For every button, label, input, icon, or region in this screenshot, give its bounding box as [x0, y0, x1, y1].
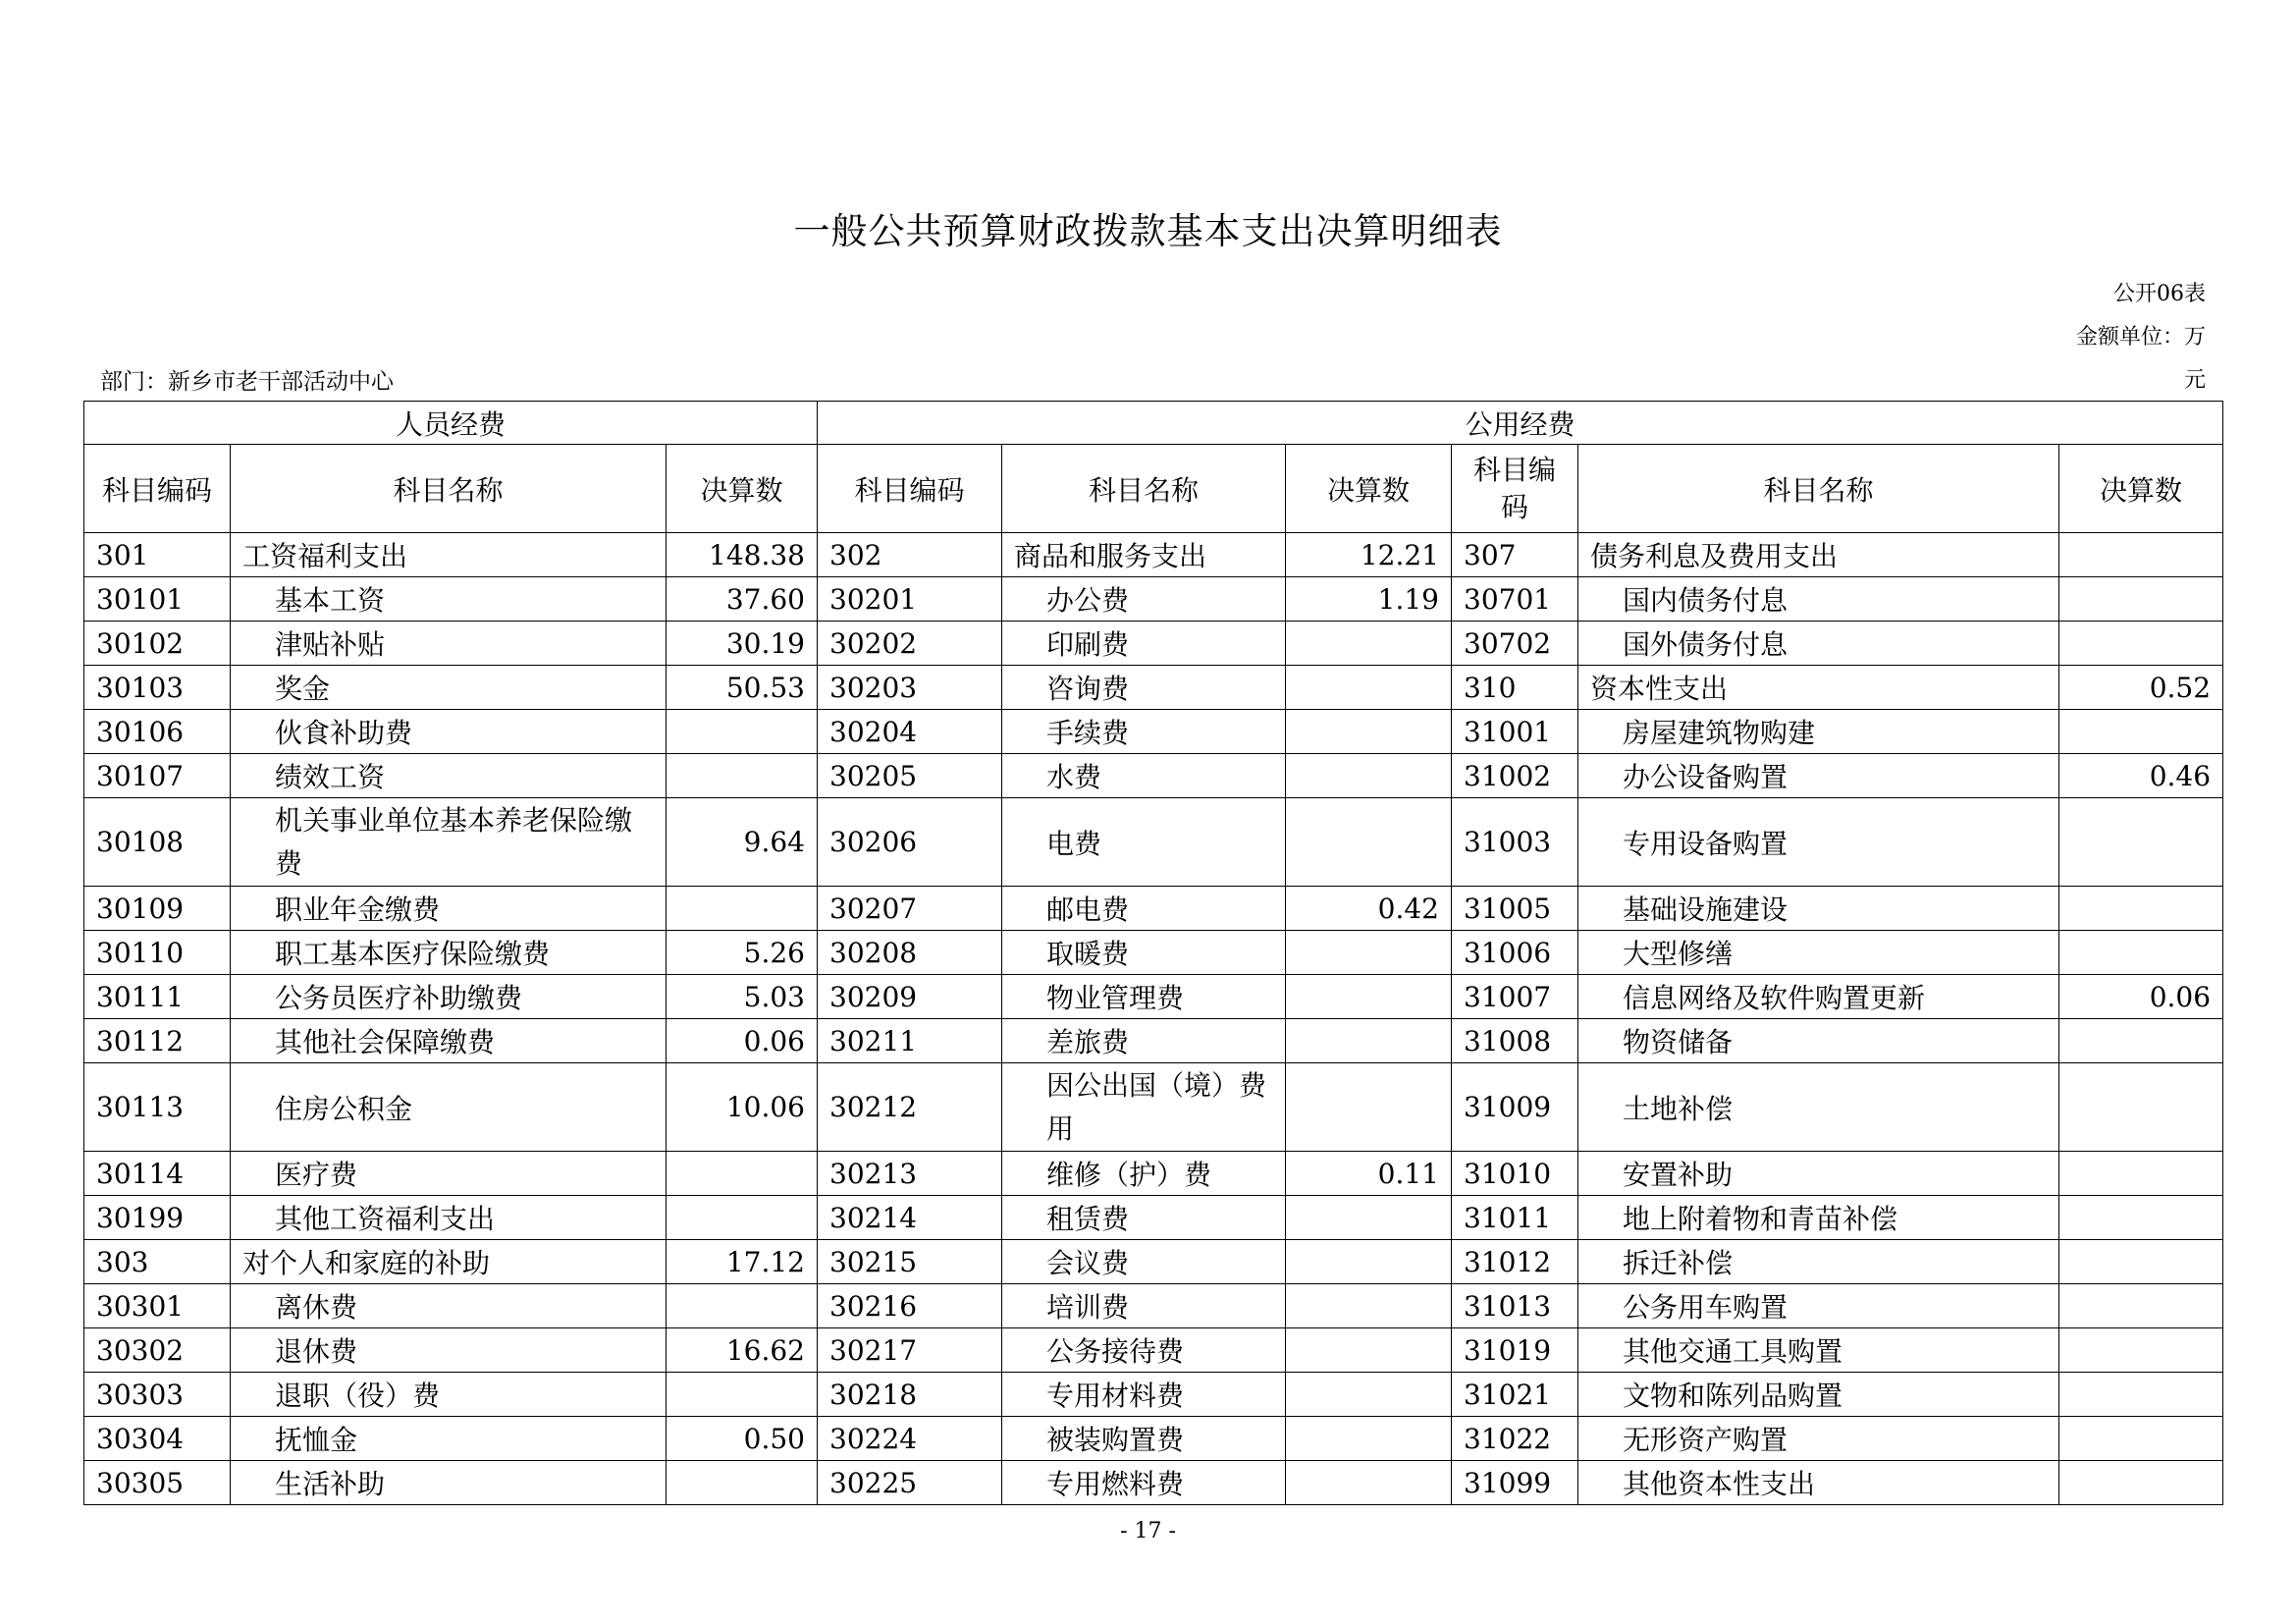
name-cell: 退职（役）费 — [231, 1373, 667, 1417]
table-row — [84, 1461, 2223, 1505]
name-cell: 邮电费 — [1002, 887, 1286, 931]
amount-cell — [1286, 975, 1452, 1019]
amount-cell — [1286, 754, 1452, 798]
amount-cell: 37.60 — [667, 577, 818, 622]
code-cell: 31007 — [1452, 975, 1578, 1019]
group-header-public: 公用经费 — [818, 402, 2223, 445]
name-cell: 国外债务付息 — [1578, 622, 2059, 666]
name-cell: 基本工资 — [231, 577, 667, 622]
amount-cell — [667, 1461, 818, 1505]
code-cell: 31009 — [1452, 1063, 1578, 1152]
name-cell: 差旅费 — [1002, 1019, 1286, 1063]
code-cell: 30108 — [84, 798, 231, 887]
code-cell: 30113 — [84, 1063, 231, 1152]
name-cell: 安置补助 — [1578, 1152, 2059, 1196]
code-cell: 30206 — [818, 798, 1002, 887]
amount-cell — [1286, 1284, 1452, 1328]
name-cell: 办公费 — [1002, 577, 1286, 622]
name-cell: 津贴补贴 — [231, 622, 667, 666]
name-cell: 专用设备购置 — [1578, 798, 2059, 887]
table-row — [84, 1019, 2223, 1063]
name-cell: 印刷费 — [1002, 622, 1286, 666]
code-cell: 30702 — [1452, 622, 1578, 666]
amount-cell — [667, 710, 818, 754]
name-cell: 维修（护）费 — [1002, 1152, 1286, 1196]
code-cell: 30110 — [84, 931, 231, 975]
amount-cell: 0.46 — [2059, 754, 2223, 798]
amount-cell: 30.19 — [667, 622, 818, 666]
name-cell: 公务用车购置 — [1578, 1284, 2059, 1328]
code-cell: 30217 — [818, 1328, 1002, 1373]
amount-cell — [2059, 577, 2223, 622]
name-cell: 职业年金缴费 — [231, 887, 667, 931]
amount-cell: 0.50 — [667, 1417, 818, 1461]
name-cell: 绩效工资 — [231, 754, 667, 798]
amount-cell — [667, 1373, 818, 1417]
name-cell: 住房公积金 — [231, 1063, 667, 1152]
name-cell: 商品和服务支出 — [1002, 533, 1286, 577]
amount-cell — [2059, 931, 2223, 975]
code-cell: 31008 — [1452, 1019, 1578, 1063]
code-cell: 30209 — [818, 975, 1002, 1019]
amount-cell — [667, 754, 818, 798]
amount-cell — [1286, 1328, 1452, 1373]
amount-cell — [1286, 931, 1452, 975]
code-cell: 31019 — [1452, 1328, 1578, 1373]
amount-cell: 17.12 — [667, 1240, 818, 1284]
page-title: 一般公共预算财政拨款基本支出决算明细表 — [793, 210, 1503, 252]
code-cell: 30302 — [84, 1328, 231, 1373]
code-cell: 30205 — [818, 754, 1002, 798]
amount-cell — [2059, 1373, 2223, 1417]
code-cell: 30218 — [818, 1373, 1002, 1417]
header-code: 科目编码 — [818, 445, 1002, 533]
table-row — [84, 931, 2223, 975]
expenditure-table — [83, 401, 2223, 1505]
header-code: 科目编码 — [84, 445, 231, 533]
amount-cell — [2059, 622, 2223, 666]
table-row — [84, 1284, 2223, 1328]
table-row — [84, 975, 2223, 1019]
amount-cell — [667, 1284, 818, 1328]
code-cell: 30303 — [84, 1373, 231, 1417]
code-cell: 31099 — [1452, 1461, 1578, 1505]
code-cell: 30204 — [818, 710, 1002, 754]
table-row — [84, 1063, 2223, 1152]
name-cell: 物业管理费 — [1002, 975, 1286, 1019]
name-cell: 工资福利支出 — [231, 533, 667, 577]
header-name: 科目名称 — [231, 445, 667, 533]
code-cell: 31012 — [1452, 1240, 1578, 1284]
header-amount: 决算数 — [2059, 445, 2223, 533]
amount-cell — [1286, 1196, 1452, 1240]
code-cell: 30103 — [84, 666, 231, 710]
name-cell: 资本性支出 — [1578, 666, 2059, 710]
name-cell: 其他工资福利支出 — [231, 1196, 667, 1240]
name-cell: 土地补偿 — [1578, 1063, 2059, 1152]
code-cell: 31010 — [1452, 1152, 1578, 1196]
code-cell: 31002 — [1452, 754, 1578, 798]
code-cell: 30112 — [84, 1019, 231, 1063]
name-cell: 伙食补助费 — [231, 710, 667, 754]
code-cell: 30225 — [818, 1461, 1002, 1505]
code-cell: 302 — [818, 533, 1002, 577]
name-cell: 专用燃料费 — [1002, 1461, 1286, 1505]
name-cell: 信息网络及软件购置更新 — [1578, 975, 2059, 1019]
code-cell: 31011 — [1452, 1196, 1578, 1240]
amount-cell — [1286, 1240, 1452, 1284]
name-cell: 无形资产购置 — [1578, 1417, 2059, 1461]
amount-cell — [667, 1196, 818, 1240]
table-row — [84, 1196, 2223, 1240]
code-cell: 30224 — [818, 1417, 1002, 1461]
name-cell: 培训费 — [1002, 1284, 1286, 1328]
amount-cell: 12.21 — [1286, 533, 1452, 577]
amount-cell: 0.42 — [1286, 887, 1452, 931]
amount-cell — [1286, 666, 1452, 710]
header-name: 科目名称 — [1002, 445, 1286, 533]
amount-cell: 0.06 — [667, 1019, 818, 1063]
name-cell: 房屋建筑物购建 — [1578, 710, 2059, 754]
code-cell: 30107 — [84, 754, 231, 798]
amount-cell — [2059, 1019, 2223, 1063]
amount-cell: 50.53 — [667, 666, 818, 710]
table-row — [84, 1152, 2223, 1196]
name-cell: 其他社会保障缴费 — [231, 1019, 667, 1063]
code-cell: 31001 — [1452, 710, 1578, 754]
amount-cell: 10.06 — [667, 1063, 818, 1152]
table-row — [84, 533, 2223, 577]
name-cell: 生活补助 — [231, 1461, 667, 1505]
code-cell: 301 — [84, 533, 231, 577]
code-cell: 303 — [84, 1240, 231, 1284]
name-cell: 抚恤金 — [231, 1417, 667, 1461]
name-cell: 电费 — [1002, 798, 1286, 887]
name-cell: 取暖费 — [1002, 931, 1286, 975]
code-cell: 30114 — [84, 1152, 231, 1196]
name-cell: 水费 — [1002, 754, 1286, 798]
table-row — [84, 1417, 2223, 1461]
amount-cell — [667, 1152, 818, 1196]
code-cell: 30701 — [1452, 577, 1578, 622]
amount-cell: 9.64 — [667, 798, 818, 887]
amount-cell — [2059, 798, 2223, 887]
amount-cell — [2059, 1063, 2223, 1152]
name-cell: 退休费 — [231, 1328, 667, 1373]
header-name: 科目名称 — [1578, 445, 2059, 533]
name-cell: 医疗费 — [231, 1152, 667, 1196]
code-cell: 30109 — [84, 887, 231, 931]
code-cell: 30202 — [818, 622, 1002, 666]
amount-cell — [2059, 887, 2223, 931]
code-cell: 30207 — [818, 887, 1002, 931]
table-row — [84, 1240, 2223, 1284]
amount-cell — [2059, 1152, 2223, 1196]
table-row — [84, 622, 2223, 666]
header-amount: 决算数 — [1286, 445, 1452, 533]
amount-cell — [2059, 1461, 2223, 1505]
amount-cell: 0.52 — [2059, 666, 2223, 710]
amount-cell — [2059, 1284, 2223, 1328]
code-cell: 30304 — [84, 1417, 231, 1461]
code-cell: 30102 — [84, 622, 231, 666]
name-cell: 其他资本性支出 — [1578, 1461, 2059, 1505]
code-cell: 30305 — [84, 1461, 231, 1505]
group-header-personnel: 人员经费 — [84, 402, 818, 445]
code-cell: 30216 — [818, 1284, 1002, 1328]
amount-cell — [1286, 1063, 1452, 1152]
code-cell: 30301 — [84, 1284, 231, 1328]
amount-cell — [1286, 1019, 1452, 1063]
code-cell: 31006 — [1452, 931, 1578, 975]
amount-cell — [1286, 798, 1452, 887]
amount-cell — [1286, 622, 1452, 666]
name-cell: 拆迁补偿 — [1578, 1240, 2059, 1284]
unit-label-continued: 元 — [2183, 368, 2206, 393]
name-cell: 国内债务付息 — [1578, 577, 2059, 622]
header-code: 科目编码 — [1452, 445, 1578, 533]
table-row — [84, 710, 2223, 754]
code-cell: 31003 — [1452, 798, 1578, 887]
amount-cell — [1286, 1461, 1452, 1505]
amount-cell: 1.19 — [1286, 577, 1452, 622]
name-cell: 咨询费 — [1002, 666, 1286, 710]
amount-cell — [2059, 533, 2223, 577]
amount-cell — [1286, 1417, 1452, 1461]
name-cell: 其他交通工具购置 — [1578, 1328, 2059, 1373]
code-cell: 31013 — [1452, 1284, 1578, 1328]
name-cell: 专用材料费 — [1002, 1373, 1286, 1417]
name-cell: 物资储备 — [1578, 1019, 2059, 1063]
code-cell: 31021 — [1452, 1373, 1578, 1417]
amount-cell: 5.26 — [667, 931, 818, 975]
code-cell: 30214 — [818, 1196, 1002, 1240]
amount-cell — [1286, 710, 1452, 754]
table-row — [84, 1328, 2223, 1373]
form-number: 公开06表 — [2113, 282, 2206, 306]
table-row — [84, 1373, 2223, 1417]
name-cell: 对个人和家庭的补助 — [231, 1240, 667, 1284]
amount-cell — [2059, 1417, 2223, 1461]
name-cell: 地上附着物和青苗补偿 — [1578, 1196, 2059, 1240]
code-cell: 30106 — [84, 710, 231, 754]
name-cell: 基础设施建设 — [1578, 887, 2059, 931]
name-cell: 公务员医疗补助缴费 — [231, 975, 667, 1019]
unit-label: 金额单位：万 — [2075, 325, 2206, 350]
code-cell: 310 — [1452, 666, 1578, 710]
code-cell: 30212 — [818, 1063, 1002, 1152]
code-cell: 30213 — [818, 1152, 1002, 1196]
code-cell: 30101 — [84, 577, 231, 622]
name-cell: 办公设备购置 — [1578, 754, 2059, 798]
table-row — [84, 754, 2223, 798]
amount-cell — [667, 887, 818, 931]
name-cell: 机关事业单位基本养老保险缴费 — [231, 798, 667, 887]
code-cell: 31005 — [1452, 887, 1578, 931]
code-cell: 30208 — [818, 931, 1002, 975]
amount-cell: 148.38 — [667, 533, 818, 577]
amount-cell: 5.03 — [667, 975, 818, 1019]
header-amount: 决算数 — [667, 445, 818, 533]
amount-cell: 0.06 — [2059, 975, 2223, 1019]
page-number: - 17 - — [1120, 1519, 1176, 1543]
name-cell: 离休费 — [231, 1284, 667, 1328]
department-label: 部门：新乡市老干部活动中心 — [100, 369, 394, 395]
code-cell: 30111 — [84, 975, 231, 1019]
name-cell: 会议费 — [1002, 1240, 1286, 1284]
name-cell: 债务利息及费用支出 — [1578, 533, 2059, 577]
name-cell: 文物和陈列品购置 — [1578, 1373, 2059, 1417]
amount-cell — [1286, 1373, 1452, 1417]
code-cell: 30199 — [84, 1196, 231, 1240]
name-cell: 职工基本医疗保险缴费 — [231, 931, 667, 975]
code-cell: 30203 — [818, 666, 1002, 710]
amount-cell — [2059, 710, 2223, 754]
name-cell: 因公出国（境）费用 — [1002, 1063, 1286, 1152]
code-cell: 30215 — [818, 1240, 1002, 1284]
amount-cell — [2059, 1240, 2223, 1284]
amount-cell — [2059, 1328, 2223, 1373]
table-row — [84, 666, 2223, 710]
name-cell: 租赁费 — [1002, 1196, 1286, 1240]
table-row — [84, 887, 2223, 931]
amount-cell — [2059, 1196, 2223, 1240]
name-cell: 被装购置费 — [1002, 1417, 1286, 1461]
amount-cell: 16.62 — [667, 1328, 818, 1373]
name-cell: 手续费 — [1002, 710, 1286, 754]
code-cell: 31022 — [1452, 1417, 1578, 1461]
name-cell: 大型修缮 — [1578, 931, 2059, 975]
table-row — [84, 798, 2223, 887]
name-cell: 奖金 — [231, 666, 667, 710]
table-row — [84, 577, 2223, 622]
amount-cell: 0.11 — [1286, 1152, 1452, 1196]
name-cell: 公务接待费 — [1002, 1328, 1286, 1373]
code-cell: 307 — [1452, 533, 1578, 577]
code-cell: 30211 — [818, 1019, 1002, 1063]
code-cell: 30201 — [818, 577, 1002, 622]
